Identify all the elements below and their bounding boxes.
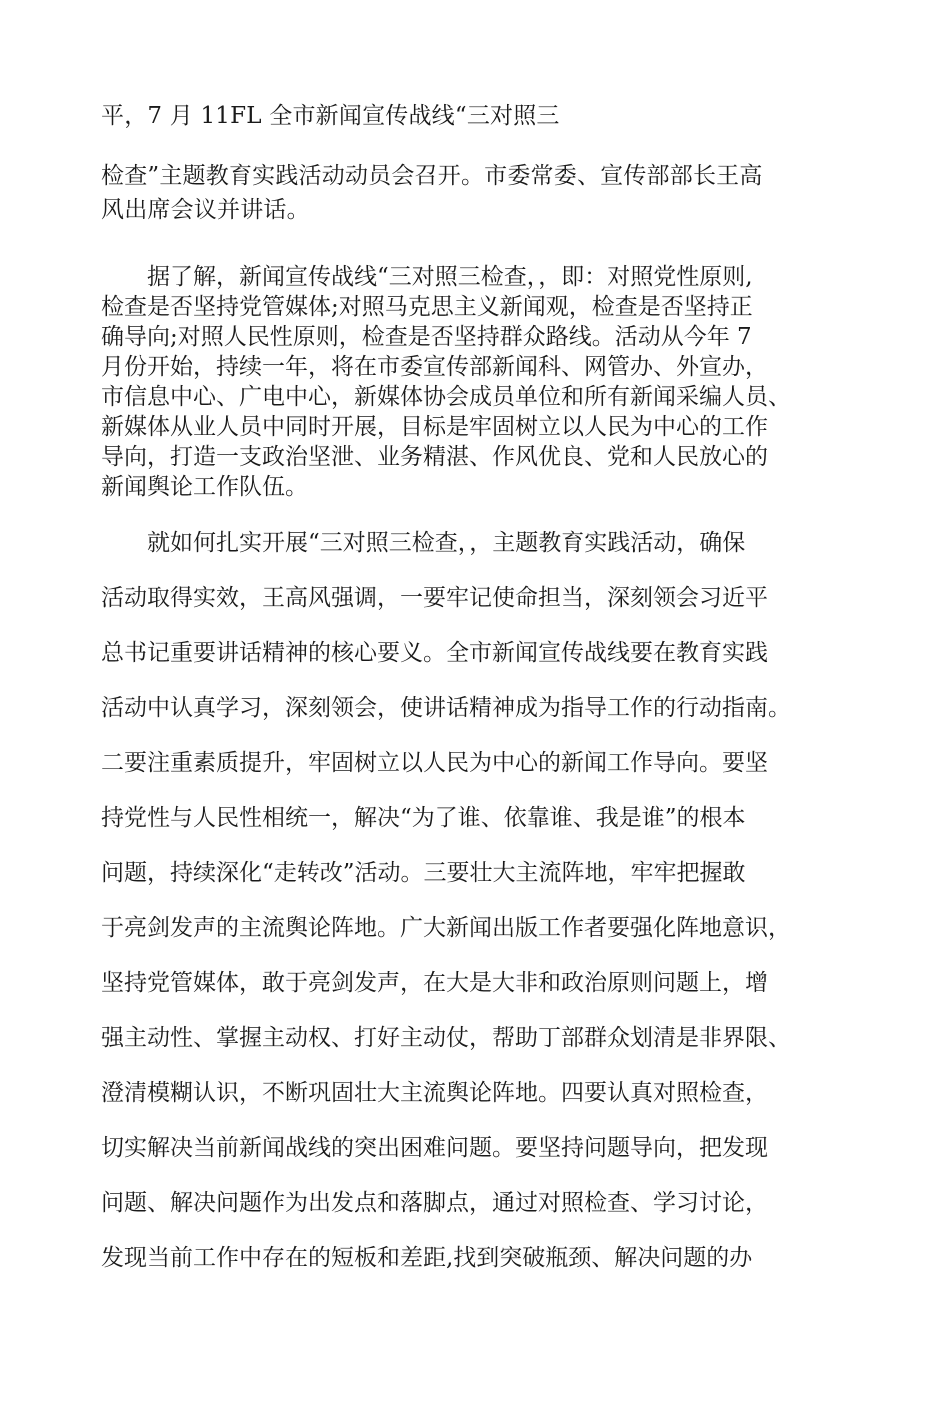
paragraph-2-line: 新闻舆论工作队伍。 <box>101 474 308 500</box>
paragraph-3-line: 持党性与人民性相统一，解决“为了谁、依靠谁、我是谁”的根本 <box>101 805 746 831</box>
paragraph-3-line: 坚持党管媒体，敢于亮剑发声，在大是大非和政治原则问题上，增 <box>101 970 768 996</box>
paragraph-3-line: 切实解决当前新闻战线的突出困难问题。要坚持问题导向，把发现 <box>101 1135 768 1161</box>
paragraph-2-line: 新媒体从业人员中同时开展，目标是牢固树立以人民为中心的工作 <box>101 414 768 440</box>
paragraph-2-line: 月份开始，持续一年，将在市委宣传部新闻科、网管办、外宣办， <box>101 354 768 380</box>
paragraph-1-line-3: 风出席会议并讲话。 <box>101 197 310 223</box>
paragraph-3-line: 于亮剑发声的主流舆论阵地。广大新闻出版工作者要强化阵地意识， <box>101 915 791 941</box>
paragraph-3-line: 澄清模糊认识，不断巩固壮大主流舆论阵地。四要认真对照检查， <box>101 1080 768 1106</box>
paragraph-1-line-1: 平，7 月 11FL 全市新闻宣传战线“三对照三 <box>101 103 560 129</box>
paragraph-3-line: 活动中认真学习，深刻领会，使讲话精神成为指导工作的行动指南。 <box>101 695 791 721</box>
paragraph-3-line: 总书记重要讲话精神的核心要义。全市新闻宣传战线要在教育实践 <box>101 640 768 666</box>
paragraph-3-line: 问题、解决问题作为出发点和落脚点，通过对照检查、学习讨论， <box>101 1190 768 1216</box>
paragraph-1-line-2: 检查”主题教育实践活动动员会召开。市委常委、宣传部部长王高 <box>101 163 763 189</box>
paragraph-2-line: 导向，打造一支政治坚泄、业务精湛、作风优良、党和人民放心的 <box>101 444 768 470</box>
paragraph-2-line: 确导向;对照人民性原则，检查是否坚持群众路线。活动从今年 7 <box>101 324 752 350</box>
paragraph-3-line: 就如何扎实开展“三对照三检查，，主题教育实践活动，确保 <box>101 530 746 556</box>
paragraph-3-line: 二要注重素质提升，牢固树立以人民为中心的新闻工作导向。要坚 <box>101 750 768 776</box>
paragraph-2-line: 检查是否坚持党管媒体;对照马克思主义新闻观，检查是否坚持正 <box>101 294 753 320</box>
paragraph-3-line: 强主动性、掌握主动权、打好主动仗，帮助丁部群众划清是非界限、 <box>101 1025 791 1051</box>
paragraph-2-line: 市信息中心、广电中心，新媒体协会成员单位和所有新闻采编人员、 <box>101 384 791 410</box>
paragraph-3-line: 活动取得实效，王高风强调，一要牢记使命担当，深刻领会习近平 <box>101 585 768 611</box>
paragraph-3-line: 发现当前工作中存在的短板和差距,找到突破瓶颈、解决问题的办 <box>101 1245 753 1271</box>
paragraph-2-line: 据了解，新闻宣传战线“三对照三检查，，即：对照党性原则, <box>101 264 753 290</box>
paragraph-3-line: 问题，持续深化“走转改”活动。三要壮大主流阵地，牢牢把握敢 <box>101 860 746 886</box>
